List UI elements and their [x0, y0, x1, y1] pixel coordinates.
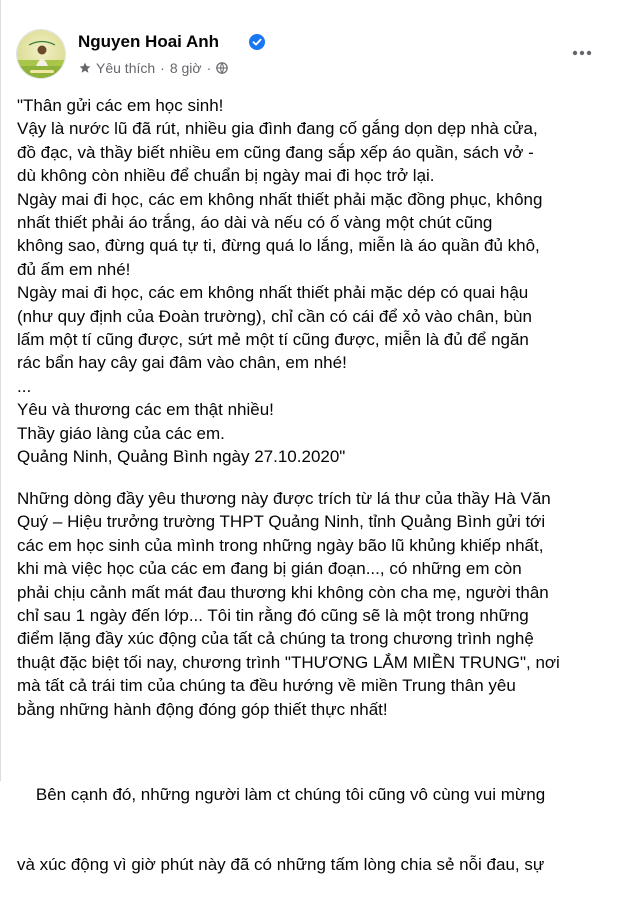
post-meta [79, 60, 228, 76]
letter-line: dù không còn nhiều để chuẩn bị ngày mai đi học trở lại. [17, 166, 435, 186]
paragraph-line: điểm lặng đầy xúc động của tất cả chúng ta trong chương trình nghệ [17, 629, 534, 649]
letter-line: Yêu và thương các em thật nhiều! [17, 400, 274, 420]
paragraph-line: các em học sinh của mình trong những ngày bão lũ khủng khiếp nhất, [17, 535, 544, 555]
letter-line: đồ đạc, và thầy biết nhiều em cũng đang sắp xếp áo quần, sách vở - [17, 142, 534, 162]
letter-line: không sao, đừng quá tự ti, đừng quá lo lắng, miễn là áo quần đủ khô, [17, 236, 540, 256]
paragraph-line: mà tất cả trái tim của chúng ta đều hướng về miền Trung thân yêu [17, 676, 516, 696]
post-paragraph [17, 736, 607, 923]
paragraph-line: Bên cạnh đó, những người làm ct chúng tôi cũng vô cùng vui mừng [17, 784, 546, 804]
more-horizontal-icon [572, 50, 592, 56]
paragraph-line: khi mà việc học của các em đang bị gián đoạn..., có những em còn [17, 559, 522, 579]
letter-line: rác bẩn hay cây gai đâm vào chân, em nhé! [17, 353, 347, 373]
paragraph-line: phải chịu cảnh mất mát đau thương khi không còn cha mẹ, người thân [17, 582, 549, 602]
letter-line: lấm một tí cũng được, sứt mẻ một tí cũng được, miễn là đủ để ngăn [17, 330, 529, 350]
audience-label[interactable]: Yêu thích [96, 60, 156, 76]
letter-line: Thầy giáo làng của các em. [17, 423, 225, 443]
letter-line: ... [17, 376, 32, 396]
letter-line: (như quy định của Đoàn trường), chỉ cần có cái để xỏ vào chân, bùn [17, 306, 532, 326]
letter-line: Ngày mai đi học, các em không nhất thiết phải mặc đồng phục, không [17, 189, 543, 209]
letter-line: Quảng Ninh, Quảng Bình ngày 27.10.2020" [17, 447, 346, 467]
avatar-image [17, 30, 66, 79]
letter-line: Vậy là nước lũ đã rút, nhiều gia đình đang cố gắng dọn dẹp nhà cửa, [17, 119, 538, 139]
letter-line: đủ ấm em nhé! [17, 259, 131, 279]
star-icon [79, 62, 91, 74]
paragraph-line: bằng những hành động đóng góp thiết thực nhất! [17, 699, 388, 719]
letter-line: Ngày mai đi học, các em không nhất thiết phải mặc dép có quai hậu [17, 283, 529, 303]
post-time[interactable]: 8 giờ [169, 60, 202, 76]
letter-line: "Thân gửi các em học sinh! [17, 96, 224, 115]
globe-icon[interactable] [216, 62, 228, 74]
paragraph-line: Những dòng đầy yêu thương này được trích từ lá thư của thầy Hà Văn [17, 489, 551, 508]
post-paragraph [17, 487, 607, 721]
letter-line: nhất thiết phải áo trắng, áo dài và nếu có ố vàng một chút cũng [17, 213, 493, 233]
meta-separator: · [160, 60, 165, 76]
more-options-button[interactable] [568, 39, 596, 67]
verified-badge-icon [249, 34, 265, 50]
author-avatar[interactable] [16, 29, 66, 79]
post-letter [17, 94, 607, 469]
author-name[interactable]: Nguyen Hoai Anh [78, 32, 220, 51]
paragraph-line: thuật đặc biệt tối nay, chương trình "THƯƠNG LẮM MIỀN TRUNG", nơi [17, 652, 560, 672]
paragraph-line: Quý – Hiệu trưởng trường THPT Quảng Ninh, tỉnh Quảng Bình gửi tới [17, 512, 546, 532]
meta-separator: · [206, 60, 212, 76]
paragraph-line: và xúc động vì giờ phút này đã có những tấm lòng chia sẻ nỗi đau, sự [17, 855, 545, 875]
post-header [16, 29, 606, 81]
paragraph-line: chỉ sau 1 ngày đến lớp... Tôi tin rằng đó cũng sẽ là một trong những [17, 606, 529, 626]
